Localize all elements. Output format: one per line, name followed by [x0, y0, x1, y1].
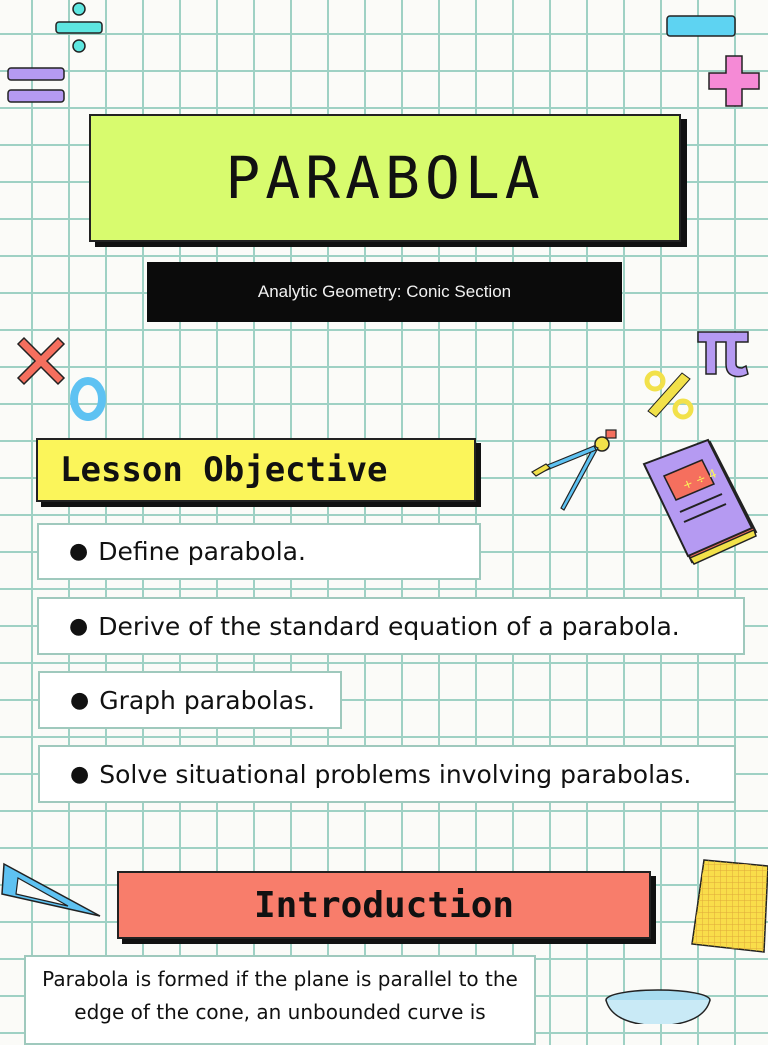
- list-item: [37, 597, 745, 655]
- equals-icon: [6, 66, 66, 106]
- list-item: [38, 745, 736, 803]
- compass-icon: [528, 428, 622, 512]
- introduction-text: Parabola is formed if the plane is parallel to the edge of the cone, an unbounded curve is: [42, 967, 518, 1024]
- bullet-icon: ●: [70, 687, 90, 713]
- list-item: [38, 671, 342, 729]
- bullet-icon: ●: [69, 613, 89, 639]
- subtitle-box: [147, 262, 622, 322]
- pi-icon: [694, 326, 752, 378]
- title-box: [89, 114, 681, 242]
- introduction-header: [117, 871, 651, 939]
- math-book-icon: [640, 438, 762, 568]
- book-label: + ÷ 4: [680, 466, 719, 493]
- percent-icon: [642, 369, 696, 421]
- page-subtitle: Analytic Geometry: Conic Section: [257, 282, 512, 301]
- divide-icon: [54, 0, 104, 56]
- multiply-icon: [16, 336, 66, 386]
- plus-icon: [707, 54, 761, 108]
- introduction-heading: Introduction: [253, 884, 515, 926]
- ruler-triangle-icon: [0, 858, 104, 922]
- introduction-text-box: [24, 955, 536, 1045]
- zero-icon: [68, 376, 108, 422]
- objective-heading: Lesson Objective: [60, 450, 388, 490]
- objective-header: [36, 438, 476, 502]
- objective-item-text: Graph parabolas.: [99, 685, 316, 715]
- bullet-icon: ●: [70, 761, 90, 787]
- grid-paper-icon: [690, 858, 768, 954]
- bowl-icon: [602, 988, 714, 1024]
- objective-item-text: Solve situational problems involving parabolas.: [99, 759, 692, 789]
- objective-item-text: Define parabola.: [98, 537, 306, 566]
- objective-item-text: Derive of the standard equation of a parabola.: [98, 611, 680, 641]
- minus-icon: [665, 14, 737, 40]
- list-item: [37, 523, 481, 580]
- page-title: PARABOLA: [225, 144, 545, 212]
- bullet-icon: ●: [69, 539, 89, 564]
